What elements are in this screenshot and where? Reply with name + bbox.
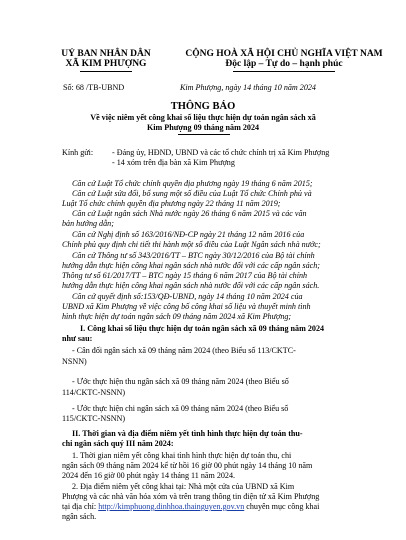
- section-2-address-line: [62, 502, 319, 511]
- legal-basis-line: UBND xã Kim Phượng về việc công bố công khai số liệu và thuyết minh tình: [62, 302, 311, 311]
- section-1-item: - Ước thực hiện chi ngân sách xã 09 tháng năm 2024 (theo Biểu số: [72, 404, 289, 413]
- section-1-item: - Ước thực hiện thu ngân sách xã 09 tháng năm 2024 (theo Biểu số: [72, 377, 289, 386]
- section-2-paragraph-line: ngân sách 09 tháng năm 2024 kể từ hồi 16 giờ 00 phút ngày 14 tháng 10 năm: [62, 461, 313, 470]
- section-1-heading-cont: như sau:: [62, 334, 93, 343]
- agency-name: UỶ BAN NHÂN DÂN: [61, 49, 151, 59]
- national-title: CỘNG HOÀ XÃ HỘI CHỦ NGHĨA VIỆT NAM: [185, 49, 383, 59]
- legal-basis-line: hướng dẫn thực hiện công khai ngân sách nhà nước đối với các cấp ngân sách;: [62, 261, 320, 270]
- legal-basis-line: Căn cứ Luật ngân sách Nhà nước ngày 26 tháng 6 năm 2015 và các văn: [72, 209, 307, 218]
- legal-basis-line: hình thực hiện dự toán ngân sách 09 tháng năm 2024 xã Kim Phượng;: [62, 312, 292, 321]
- section-1-heading: I. Công khai số liệu thực hiện dự toán ngân sách xã 09 tháng năm 2024: [80, 324, 325, 333]
- section-2-paragraph-line: 2024 đến 16 giờ 00 phút ngày 14 tháng 11 năm 2024.: [62, 471, 236, 480]
- commune-name: XÃ KIM PHƯỢNG: [65, 59, 147, 69]
- document-number: Số: 68 /TB-UBND: [63, 83, 125, 92]
- title-subject-line-1: Về việc niêm yết công khai số liệu thực hiện dự toán ngân sách xã: [90, 113, 316, 122]
- legal-basis-line: Căn cứ Luật Tổ chức chính quyền địa phương ngày 19 tháng 6 năm 2015;: [72, 179, 313, 188]
- legal-basis-line: Căn cứ quyết định số:153/QĐ-UBND, ngày 14 tháng 10 năm 2024 của: [72, 292, 303, 301]
- address-suffix: chuyên mục công khai: [244, 502, 320, 511]
- header-right-rule: [233, 71, 335, 72]
- section-1-item-cont: 115/CKTC-NSNN): [62, 414, 126, 423]
- section-1-item-cont: NSNN): [62, 357, 87, 366]
- legal-basis-line: Căn cứ Thông tư số 343/2016/TT – BTC ngày 30/12/2016 của Bộ tài chính: [72, 251, 315, 260]
- place-and-date: Kim Phượng, ngày 14 tháng 10 năm 2024: [180, 83, 316, 92]
- document-title: THÔNG BÁO: [170, 101, 236, 112]
- header-left-rule: [80, 71, 132, 72]
- section-2-paragraph-line: Phượng và các nhà văn hóa xóm và trên trang thông tin điện tử xã Kim Phượng: [62, 492, 320, 501]
- recipients-label: Kính gửi:: [62, 148, 94, 157]
- title-rule: [178, 134, 230, 135]
- recipient-item: - 14 xóm trên địa bàn xã Kim Phượng: [112, 158, 235, 167]
- legal-basis-line: Chính phủ quy định chi tiết thi hành một số điều của Luật Ngân sách nhà nước;: [62, 240, 321, 249]
- recipient-item: - Đảng ủy, HĐND, UBND và các tổ chức chính trị xã Kim Phượng: [112, 148, 330, 157]
- legal-basis-line: Căn cứ Luật sửa đổi, bổ sung một số điều của Luật Tổ chức Chính phủ và: [72, 189, 312, 198]
- section-2-paragraph-line: 2. Địa điểm niêm yết công khai tại: Nhà một cửa của UBND xã Kim: [72, 482, 295, 491]
- section-2-paragraph-line: 1. Thời gian niêm yết công khai tình hình thực hiện dự toán thu, chi: [72, 451, 292, 460]
- national-motto: Độc lập – Tự do – hạnh phúc: [225, 59, 343, 69]
- section-1-item: - Cân đối ngân sách xã 09 tháng năm 2024 (theo Biểu số 113/CKTC-: [72, 346, 296, 355]
- legal-basis-line: bản hướng dẫn;: [62, 219, 114, 228]
- legal-basis-line: hướng dẫn thực hiện công khai ngân sách nhà nước đối với các cấp ngân sách.: [62, 281, 320, 290]
- title-subject-line-2: Kim Phượng 09 tháng năm 2024: [146, 123, 260, 132]
- section-2-heading-cont: chi ngân sách quý III năm 2024:: [62, 439, 174, 448]
- legal-basis-line: Luật Tổ chức chính quyền địa phương ngày 22 tháng 11 năm 2019;: [62, 199, 281, 208]
- legal-basis-line: Thông tư số 61/2017/TT – BTC ngày 15 tháng 6 năm 2017 của Bộ tài chính: [62, 271, 308, 280]
- legal-basis-line: Căn cứ Nghị định số 163/2016/NĐ-CP ngày 21 tháng 12 năm 2016 của: [72, 230, 305, 239]
- section-1-item-cont: 114/CKTC-NSNN): [62, 388, 126, 397]
- section-2-heading: II. Thời gian và địa điểm niêm yết tình hình thực hiện dự toán thu-: [72, 429, 303, 438]
- website-link[interactable]: http://kimphuong.dinhhoa.thainguyen.gov.vn: [98, 502, 245, 511]
- section-2-paragraph-line: ngân sách.: [62, 512, 97, 521]
- address-prefix: tại địa chỉ:: [62, 502, 99, 511]
